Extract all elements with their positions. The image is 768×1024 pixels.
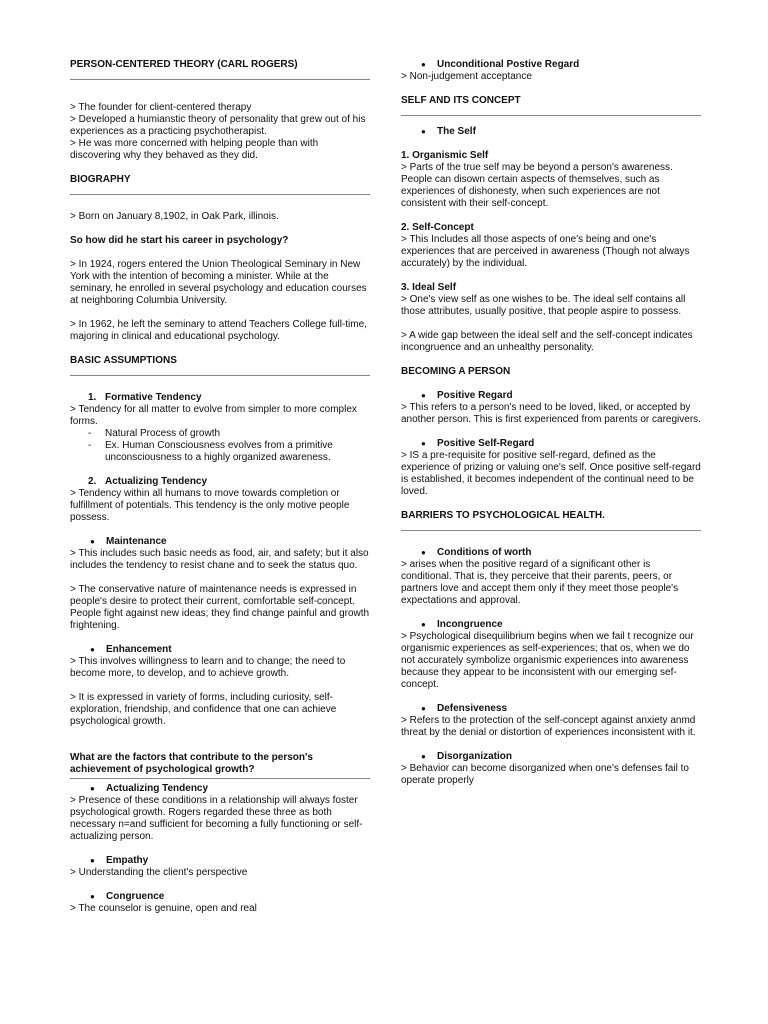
right-column (401, 59, 701, 787)
upr-text: > Non-judgement acceptance (401, 71, 532, 82)
bullet-icon: ● (90, 856, 95, 865)
formative-dash-item-2 (70, 440, 370, 464)
formative-dash-item-1 (70, 428, 370, 440)
enhancement-text-2: > It is expressed in variety of forms, including curiosity, self-exploration, friendship, and confidence that one can achieve psychological growth. (70, 692, 337, 727)
bullet-icon: ● (421, 391, 426, 400)
bullet-icon: ● (421, 548, 426, 557)
basic-assumptions-heading: BASIC ASSUMPTIONS (70, 355, 177, 366)
incongruence-heading (401, 619, 701, 631)
maintenance-text-1: > This includes such basic needs as food, air, and safety; but it also includes the tendency to resist chane and to seek the status quo. (70, 548, 369, 571)
actualizing-text: > Tendency within all humans to move towards completion or fulfillment of potentials. This tendency is the only motive people possess. (70, 488, 350, 523)
dash-glyph: - (88, 428, 92, 439)
organismic-self-text: > Parts of the true self may be beyond a person's awareness. People can disown certain aspects of themselves, such as experiences of dishonesty, when such experiences are not consistent with their self-concept. (401, 162, 673, 209)
enhancement-label: Enhancement (106, 644, 172, 655)
conditions-of-worth-heading (401, 547, 701, 559)
defensiveness-label: Defensiveness (437, 703, 508, 714)
incongruence-text: > Psychological disequilibrium begins when we fail t recognize our organismic experiences as self-experiences; that os, when we do not accurately symbolize organismic experiences into awareness because they appear to be inconsistent with our emerging sef-concept. (401, 631, 694, 690)
actualizing-number: 2. (88, 476, 97, 487)
positive-self-regard-label: Positive Self-Regard (437, 438, 535, 449)
becoming-a-person-heading: BECOMING A PERSON (401, 366, 511, 377)
ideal-self-text-2: > A wide gap between the ideal self and the self-concept indicates incongruence and an unhealthy personality. (401, 330, 693, 353)
formative-label: Formative Tendency (105, 392, 202, 403)
career-1962-text: > In 1962, he left the seminary to attend Teachers College full-time, majoring in clinical and educational psychology. (70, 319, 367, 342)
bullet-icon: ● (421, 620, 426, 629)
the-self-heading (401, 126, 701, 138)
intro-line-3: > He was more concerned with helping people than with discovering why they behaved as they did. (70, 138, 319, 161)
bullet-icon: ● (90, 645, 95, 654)
self-concept-heading: SELF AND ITS CONCEPT (401, 95, 521, 106)
positive-self-regard-heading (401, 438, 701, 450)
intro-line-2: > Developed a humianstic theory of personality that grew out of his experiences as a practicing psychotherapist. (70, 114, 366, 137)
factor-actualizing-heading (70, 783, 370, 795)
barriers-heading: BARRIERS TO PSYCHOLOGICAL HEALTH. (401, 510, 605, 521)
empathy-label: Empathy (106, 855, 149, 866)
empathy-heading (70, 855, 370, 867)
barriers-divider (401, 530, 701, 531)
congruence-label: Congruence (106, 891, 165, 902)
upr-heading (401, 59, 701, 71)
disorganization-heading (401, 751, 701, 763)
biography-heading: BIOGRAPHY (70, 174, 131, 185)
factor-actualizing-label: Actualizing Tendency (106, 783, 209, 794)
left-column (70, 59, 370, 915)
positive-regard-heading (401, 390, 701, 402)
career-1924-text: > In 1924, rogers entered the Union Theological Seminary in New York with the intention of becoming a minister. While at the seminary, he enrolled in several psychology and education courses at neighboring Columbia University. (70, 259, 367, 306)
self-concept-divider (401, 115, 701, 116)
self-concept-item-text: > This Includes all those aspects of one's being and one's experiences that are perceived in awareness (Though not always accurately) by the individual. (401, 234, 690, 269)
self-concept-item-heading: 2. Self-Concept (401, 222, 474, 233)
defensiveness-heading (401, 703, 701, 715)
document-title: PERSON-CENTERED THEORY (CARL ROGERS) (70, 59, 298, 70)
the-self-label: The Self (437, 126, 476, 137)
defensiveness-text: > Refers to the protection of the self-concept against anxiety anmd threat by the denial or distortion of experiences inconsistent with it. (401, 715, 696, 738)
maintenance-label: Maintenance (106, 536, 167, 547)
title-divider (70, 79, 370, 80)
formative-tendency-heading (70, 392, 370, 404)
positive-self-regard-text: > IS a pre-requisite for positive self-regard, defined as the experience of prizing or valuing one's self. Once positive self-regard is established, it becomes independent of the continual need to be loved. (401, 450, 701, 497)
intro-line-1: > The founder for client-centered therapy (70, 102, 252, 113)
incongruence-label: Incongruence (437, 619, 503, 630)
bullet-icon: ● (421, 439, 426, 448)
ideal-self-heading: 3. Ideal Self (401, 282, 457, 293)
conditions-of-worth-text: > arises when the positive regard of a significant other is conditional. That is, they perceive that their parents, peers, or partners love and accept them only if they meet those people's expectations and approval. (401, 559, 679, 606)
dash-item-text: Ex. Human Consciousness evolves from a primitive unconsciousness to a highly organized awareness. (105, 440, 333, 463)
bullet-icon: ● (90, 784, 95, 793)
positive-regard-text: > This refers to a person's need to be loved, liked, or accepted by another person. This is first experienced from parents or caregivers. (401, 402, 701, 425)
empathy-text: > Understanding the client's perspective (70, 867, 248, 878)
formative-text: > Tendency for all matter to evolve from simpler to more complex forms. (70, 404, 357, 427)
actualizing-tendency-heading (70, 476, 370, 488)
bullet-icon: ● (90, 892, 95, 901)
upr-label: Unconditional Postive Regard (437, 59, 580, 70)
bullet-icon: ● (421, 60, 426, 69)
maintenance-heading (70, 536, 370, 548)
born-text: > Born on January 8,1902, in Oak Park, illinois. (70, 211, 279, 222)
congruence-heading (70, 891, 370, 903)
bullet-icon: ● (421, 704, 426, 713)
factors-divider (70, 778, 370, 779)
career-question: So how did he start his career in psychology? (70, 235, 289, 246)
ideal-self-text-1: > One's view self as one wishes to be. The ideal self contains all those attributes, usually positive, that people aspire to possess. (401, 294, 686, 317)
disorganization-label: Disorganization (437, 751, 513, 762)
actualizing-label: Actualizing Tendency (105, 476, 208, 487)
formative-number: 1. (88, 392, 97, 403)
organismic-self-heading: 1. Organismic Self (401, 150, 489, 161)
positive-regard-label: Positive Regard (437, 390, 513, 401)
basic-assumptions-divider (70, 375, 370, 376)
dash-item-text: Natural Process of growth (105, 428, 221, 439)
bullet-icon: ● (421, 127, 426, 136)
factors-question: What are the factors that contribute to the person's achievement of psychological growth? (70, 752, 313, 775)
factor-actualizing-text: > Presence of these conditions in a relationship will always foster psychological growth. Rogers regarded these three as both necessary n=and sufficient for becoming a fully functioning or self-actualizing person. (70, 795, 363, 842)
biography-divider (70, 194, 370, 195)
conditions-label: Conditions of worth (437, 547, 532, 558)
maintenance-text-2: > The conservative nature of maintenance needs is expressed in people's desire to protect their current, comfortable self-concept. People fight against new ideas; they find change painful and growth frightening. (70, 584, 370, 631)
bullet-icon: ● (421, 752, 426, 761)
disorganization-text: > Behavior can become disorganized when one's defenses fail to operate properly (401, 763, 689, 786)
enhancement-text-1: > This involves willingness to learn and to change; the need to become more, to develop, and to achieve growth. (70, 656, 346, 679)
enhancement-heading (70, 644, 370, 656)
dash-glyph: - (88, 440, 92, 451)
congruence-text: > The counselor is genuine, open and real (70, 903, 257, 914)
bullet-icon: ● (90, 537, 95, 546)
